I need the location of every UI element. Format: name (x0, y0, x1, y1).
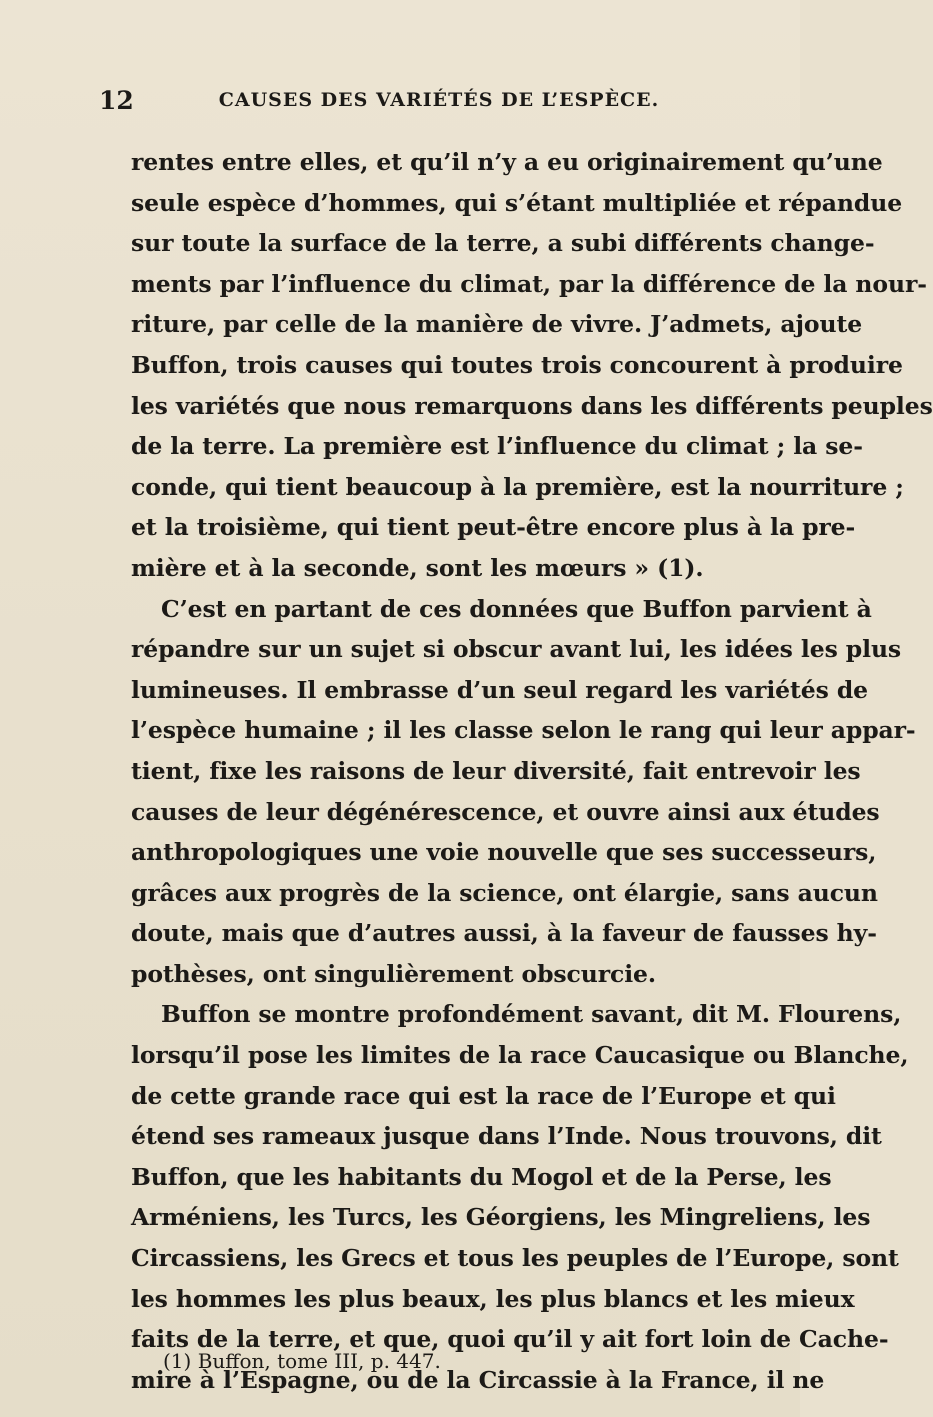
text-line: les variétés que nous remarquons dans les différents peuples (131, 391, 933, 420)
text-line: rentes entre elles, et qu’il n’y a eu originairement qu’une (131, 148, 883, 176)
text-line: seule espèce d’hommes, qui s’étant multipliée et répandue (131, 188, 903, 217)
text-line: causes de leur dégénérescence, et ouvre ainsi aux études (131, 797, 880, 826)
text-line: mière et à la seconde, sont les mœurs » (1). (131, 553, 704, 582)
text-line: de cette grande race qui est la race de l’Europe et qui (131, 1081, 836, 1110)
text-line: anthropologiques une voie nouvelle que ses successeurs, (131, 838, 877, 867)
text-line: faits de la terre, et que, quoi qu’il y ait fort loin de Cache- (131, 1325, 889, 1354)
text-line: de la terre. La première est l’influence du climat ; la se- (131, 432, 863, 461)
text-line: répandre sur un sujet si obscur avant lui, les idées les plus (131, 635, 902, 664)
text-line: pothèses, ont singulièrement obscurcie. (131, 959, 656, 988)
text-line: l’espèce humaine ; il les classe selon le rang qui leur appar- (131, 716, 916, 745)
text-line: les hommes les plus beaux, les plus blancs et les mieux (131, 1284, 855, 1313)
text-line: tient, fixe les raisons de leur diversité, fait entrevoir les (131, 756, 861, 785)
text-line: lorsqu’il pose les limites de la race Caucasique ou Blanche, (131, 1041, 909, 1070)
text-line: mire à l’Espagne, ou de la Circassie à la France, il ne (131, 1365, 825, 1394)
text-line: doute, mais que d’autres aussi, à la faveur de fausses hy- (131, 919, 877, 948)
running-head: CAUSES DES VARIÉTÉS DE L’ESPÈCE. (218, 89, 660, 111)
text-line: ments par l’influence du climat, par la différence de la nour- (131, 269, 927, 298)
page-header (99, 86, 739, 126)
text-line: sur toute la surface de la terre, a subi différents change- (131, 229, 875, 258)
text-line: Arméniens, les Turcs, les Géorgiens, les Mingreliens, les (131, 1203, 871, 1232)
page-number: 12 (99, 86, 134, 115)
text-line: Buffon, trois causes qui toutes trois concourent à produire (131, 350, 903, 379)
text-line: Circassiens, les Grecs et tous les peuples de l’Europe, sont (131, 1244, 899, 1273)
footnote: (1) Buffon, tome III, p. 447. (163, 1349, 441, 1373)
text-line: Buffon, que les habitants du Mogol et de la Perse, les (131, 1162, 832, 1191)
text-line: étend ses rameaux jusque dans l’Inde. Nous trouvons, dit (131, 1122, 882, 1151)
text-line: Buffon se montre profondément savant, dit M. Flourens, (161, 1000, 902, 1029)
text-line: lumineuses. Il embrasse d’un seul regard les variétés de (131, 675, 869, 704)
text-line: grâces aux progrès de la science, ont élargie, sans aucun (131, 878, 878, 907)
text-line: C’est en partant de ces données que Buffon parvient à (161, 594, 872, 623)
text-line: riture, par celle de la manière de vivre. J’admets, ajoute (131, 310, 863, 339)
body-text (131, 142, 933, 1400)
text-line: conde, qui tient beaucoup à la première, est la nourriture ; (131, 472, 904, 501)
text-line: et la troisième, qui tient peut-être encore plus à la pre- (131, 513, 856, 542)
